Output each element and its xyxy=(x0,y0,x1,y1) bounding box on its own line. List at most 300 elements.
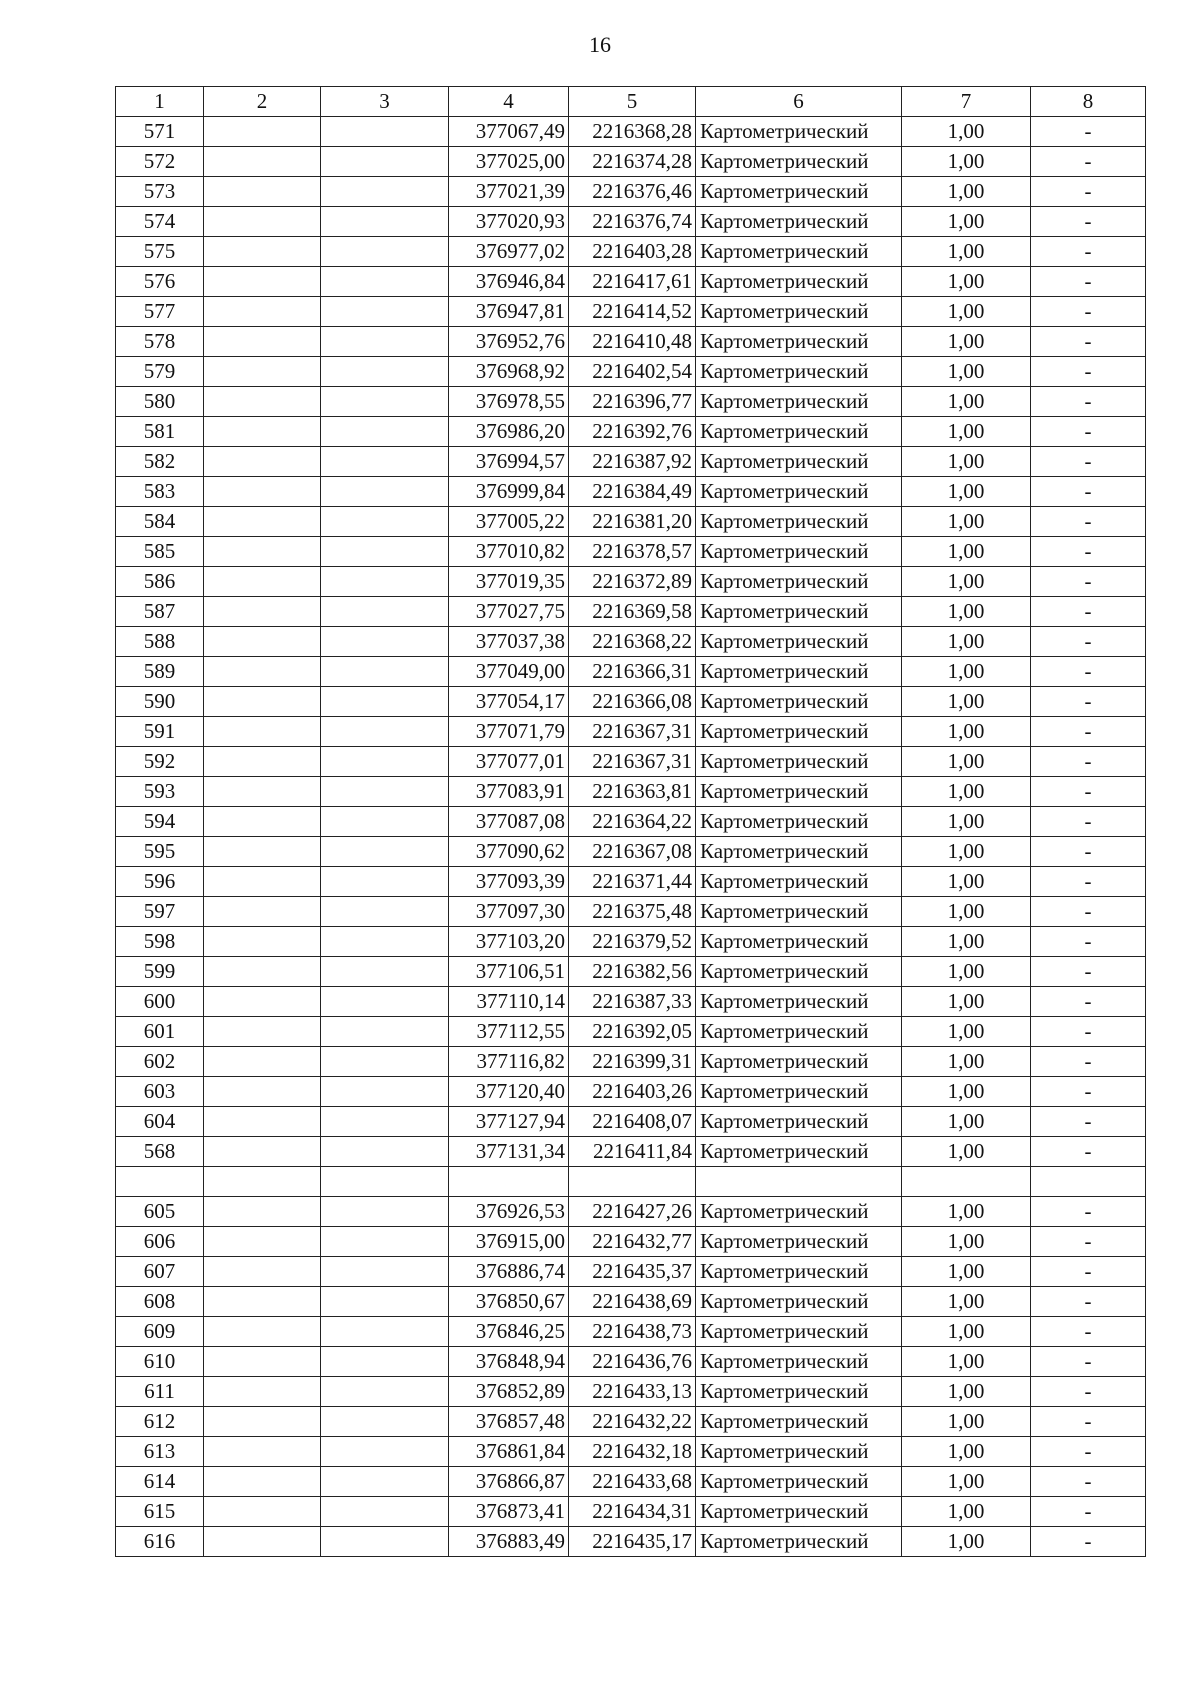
method-cell: Картометрический xyxy=(696,1527,902,1557)
table-row xyxy=(116,447,1146,477)
accuracy-cell: 1,00 xyxy=(902,1467,1031,1497)
column-8-cell: - xyxy=(1031,927,1146,957)
method-cell: Картометрический xyxy=(696,867,902,897)
x-coordinate-cell: 376861,84 xyxy=(449,1437,569,1467)
point-number-cell: 615 xyxy=(116,1497,204,1527)
column-8-cell: - xyxy=(1031,657,1146,687)
x-coordinate-cell: 376883,49 xyxy=(449,1527,569,1557)
column-2-cell xyxy=(204,627,321,657)
y-coordinate-cell: 2216402,54 xyxy=(569,357,696,387)
table-row xyxy=(116,867,1146,897)
accuracy-cell: 1,00 xyxy=(902,927,1031,957)
column-3-cell xyxy=(321,1527,449,1557)
point-number-cell: 602 xyxy=(116,1047,204,1077)
column-2-cell xyxy=(204,747,321,777)
column-8-cell: - xyxy=(1031,177,1146,207)
table-row xyxy=(116,1437,1146,1467)
column-8-cell: - xyxy=(1031,1017,1146,1047)
accuracy-cell: 1,00 xyxy=(902,1287,1031,1317)
column-8-cell: - xyxy=(1031,1137,1146,1167)
method-cell: Картометрический xyxy=(696,357,902,387)
table-row xyxy=(116,1467,1146,1497)
column-2-cell xyxy=(204,897,321,927)
column-8-cell: - xyxy=(1031,1527,1146,1557)
point-number-cell: 577 xyxy=(116,297,204,327)
method-cell: Картометрический xyxy=(696,327,902,357)
x-coordinate-cell: 376968,92 xyxy=(449,357,569,387)
column-header: 3 xyxy=(321,87,449,117)
column-2-cell xyxy=(204,1437,321,1467)
accuracy-cell: 1,00 xyxy=(902,1407,1031,1437)
column-3-cell xyxy=(321,867,449,897)
y-coordinate-cell: 2216396,77 xyxy=(569,387,696,417)
column-8-cell: - xyxy=(1031,297,1146,327)
method-cell: Картометрический xyxy=(696,117,902,147)
column-8-cell: - xyxy=(1031,747,1146,777)
column-3-cell xyxy=(321,1317,449,1347)
point-number-cell: 582 xyxy=(116,447,204,477)
column-8-cell: - xyxy=(1031,1047,1146,1077)
point-number-cell: 581 xyxy=(116,417,204,447)
table-row xyxy=(116,147,1146,177)
column-8-cell: - xyxy=(1031,267,1146,297)
point-number-cell: 596 xyxy=(116,867,204,897)
method-cell: Картометрический xyxy=(696,687,902,717)
column-2-cell xyxy=(204,1167,321,1197)
table-row xyxy=(116,957,1146,987)
x-coordinate-cell: 376946,84 xyxy=(449,267,569,297)
accuracy-cell: 1,00 xyxy=(902,567,1031,597)
method-cell: Картометрический xyxy=(696,777,902,807)
method-cell: Картометрический xyxy=(696,1107,902,1137)
accuracy-cell: 1,00 xyxy=(902,327,1031,357)
column-3-cell xyxy=(321,1107,449,1137)
column-8-cell: - xyxy=(1031,777,1146,807)
x-coordinate-cell: 376846,25 xyxy=(449,1317,569,1347)
y-coordinate-cell: 2216414,52 xyxy=(569,297,696,327)
accuracy-cell: 1,00 xyxy=(902,867,1031,897)
method-cell: Картометрический xyxy=(696,447,902,477)
column-3-cell xyxy=(321,1047,449,1077)
column-2-cell xyxy=(204,567,321,597)
method-cell: Картометрический xyxy=(696,1257,902,1287)
table-row xyxy=(116,837,1146,867)
column-8-cell: - xyxy=(1031,1227,1146,1257)
point-number-cell: 595 xyxy=(116,837,204,867)
point-number-cell: 609 xyxy=(116,1317,204,1347)
column-header: 2 xyxy=(204,87,321,117)
method-cell: Картометрический xyxy=(696,1437,902,1467)
accuracy-cell: 1,00 xyxy=(902,267,1031,297)
column-2-cell xyxy=(204,1227,321,1257)
y-coordinate-cell: 2216417,61 xyxy=(569,267,696,297)
accuracy-cell: 1,00 xyxy=(902,687,1031,717)
method-cell: Картометрический xyxy=(696,207,902,237)
accuracy-cell: 1,00 xyxy=(902,357,1031,387)
column-8-cell: - xyxy=(1031,867,1146,897)
point-number-cell: 613 xyxy=(116,1437,204,1467)
y-coordinate-cell: 2216408,07 xyxy=(569,1107,696,1137)
y-coordinate-cell: 2216375,48 xyxy=(569,897,696,927)
table-row xyxy=(116,507,1146,537)
accuracy-cell: 1,00 xyxy=(902,477,1031,507)
column-2-cell xyxy=(204,657,321,687)
method-cell: Картометрический xyxy=(696,1137,902,1167)
table-row xyxy=(116,747,1146,777)
column-3-cell xyxy=(321,657,449,687)
x-coordinate-cell: 377120,40 xyxy=(449,1077,569,1107)
x-coordinate-cell: 376947,81 xyxy=(449,297,569,327)
table-row xyxy=(116,1497,1146,1527)
accuracy-cell: 1,00 xyxy=(902,1377,1031,1407)
table-row xyxy=(116,1377,1146,1407)
method-cell: Картометрический xyxy=(696,807,902,837)
point-number-cell: 603 xyxy=(116,1077,204,1107)
method-cell: Картометрический xyxy=(696,1317,902,1347)
column-2-cell xyxy=(204,177,321,207)
method-cell: Картометрический xyxy=(696,387,902,417)
column-3-cell xyxy=(321,717,449,747)
y-coordinate-cell: 2216438,69 xyxy=(569,1287,696,1317)
accuracy-cell: 1,00 xyxy=(902,987,1031,1017)
column-2-cell xyxy=(204,1257,321,1287)
table-row xyxy=(116,1107,1146,1137)
method-cell: Картометрический xyxy=(696,987,902,1017)
method-cell: Картометрический xyxy=(696,1497,902,1527)
table-row xyxy=(116,1227,1146,1257)
table-row xyxy=(116,687,1146,717)
accuracy-cell: 1,00 xyxy=(902,1317,1031,1347)
x-coordinate-cell: 377021,39 xyxy=(449,177,569,207)
column-8-cell: - xyxy=(1031,1077,1146,1107)
accuracy-cell: 1,00 xyxy=(902,1137,1031,1167)
y-coordinate-cell: 2216410,48 xyxy=(569,327,696,357)
column-8-cell: - xyxy=(1031,567,1146,597)
y-coordinate-cell: 2216433,13 xyxy=(569,1377,696,1407)
column-8-cell: - xyxy=(1031,387,1146,417)
y-coordinate-cell: 2216432,18 xyxy=(569,1437,696,1467)
point-number-cell: 568 xyxy=(116,1137,204,1167)
y-coordinate-cell: 2216376,74 xyxy=(569,207,696,237)
column-3-cell xyxy=(321,117,449,147)
method-cell: Картометрический xyxy=(696,267,902,297)
column-2-cell xyxy=(204,1287,321,1317)
y-coordinate-cell: 2216372,89 xyxy=(569,567,696,597)
table-row xyxy=(116,117,1146,147)
column-3-cell xyxy=(321,1407,449,1437)
column-8-cell: - xyxy=(1031,807,1146,837)
point-number-cell: 614 xyxy=(116,1467,204,1497)
table-row xyxy=(116,597,1146,627)
x-coordinate-cell: 377090,62 xyxy=(449,837,569,867)
y-coordinate-cell: 2216369,58 xyxy=(569,597,696,627)
column-8-cell: - xyxy=(1031,837,1146,867)
x-coordinate-cell: 376850,67 xyxy=(449,1287,569,1317)
table-row xyxy=(116,1317,1146,1347)
y-coordinate-cell: 2216438,73 xyxy=(569,1317,696,1347)
column-3-cell xyxy=(321,537,449,567)
point-number-cell: 611 xyxy=(116,1377,204,1407)
x-coordinate-cell: 377131,34 xyxy=(449,1137,569,1167)
x-coordinate-cell: 376857,48 xyxy=(449,1407,569,1437)
column-8-cell: - xyxy=(1031,1257,1146,1287)
x-coordinate-cell: 377077,01 xyxy=(449,747,569,777)
table-row xyxy=(116,267,1146,297)
accuracy-cell: 1,00 xyxy=(902,237,1031,267)
column-2-cell xyxy=(204,1107,321,1137)
accuracy-cell: 1,00 xyxy=(902,717,1031,747)
column-2-cell xyxy=(204,1467,321,1497)
y-coordinate-cell: 2216367,31 xyxy=(569,717,696,747)
x-coordinate-cell: 376986,20 xyxy=(449,417,569,447)
column-3-cell xyxy=(321,1167,449,1197)
point-number-cell: 594 xyxy=(116,807,204,837)
column-3-cell xyxy=(321,297,449,327)
x-coordinate-cell: 377019,35 xyxy=(449,567,569,597)
x-coordinate-cell: 377020,93 xyxy=(449,207,569,237)
column-2-cell xyxy=(204,807,321,837)
accuracy-cell: 1,00 xyxy=(902,1107,1031,1137)
table-row xyxy=(116,1407,1146,1437)
x-coordinate-cell: 377106,51 xyxy=(449,957,569,987)
column-8-cell: - xyxy=(1031,417,1146,447)
accuracy-cell: 1,00 xyxy=(902,1227,1031,1257)
point-number-cell: 571 xyxy=(116,117,204,147)
accuracy-cell: 1,00 xyxy=(902,447,1031,477)
point-number-cell: 600 xyxy=(116,987,204,1017)
y-coordinate-cell: 2216366,31 xyxy=(569,657,696,687)
column-2-cell xyxy=(204,597,321,627)
column-3-cell xyxy=(321,417,449,447)
accuracy-cell: 1,00 xyxy=(902,807,1031,837)
table-row xyxy=(116,657,1146,687)
column-3-cell xyxy=(321,207,449,237)
column-2-cell xyxy=(204,117,321,147)
method-cell: Картометрический xyxy=(696,897,902,927)
column-2-cell xyxy=(204,267,321,297)
point-number-cell: 578 xyxy=(116,327,204,357)
method-cell: Картометрический xyxy=(696,237,902,267)
column-3-cell xyxy=(321,927,449,957)
column-2-cell xyxy=(204,1377,321,1407)
x-coordinate-cell: 377010,82 xyxy=(449,537,569,567)
point-number-cell: 584 xyxy=(116,507,204,537)
accuracy-cell: 1,00 xyxy=(902,177,1031,207)
column-2-cell xyxy=(204,537,321,567)
coordinates-table xyxy=(115,86,1146,1557)
table-row xyxy=(116,357,1146,387)
accuracy-cell: 1,00 xyxy=(902,1497,1031,1527)
column-8-cell: - xyxy=(1031,537,1146,567)
table-row xyxy=(116,1257,1146,1287)
accuracy-cell: 1,00 xyxy=(902,747,1031,777)
x-coordinate-cell: 376886,74 xyxy=(449,1257,569,1287)
x-coordinate-cell: 377027,75 xyxy=(449,597,569,627)
column-2-cell xyxy=(204,147,321,177)
column-2-cell xyxy=(204,867,321,897)
y-coordinate-cell: 2216368,22 xyxy=(569,627,696,657)
column-8-cell xyxy=(1031,1167,1146,1197)
method-cell: Картометрический xyxy=(696,717,902,747)
accuracy-cell: 1,00 xyxy=(902,417,1031,447)
method-cell: Картометрический xyxy=(696,1227,902,1257)
point-number-cell: 606 xyxy=(116,1227,204,1257)
point-number-cell: 573 xyxy=(116,177,204,207)
point-number-cell: 589 xyxy=(116,657,204,687)
column-2-cell xyxy=(204,477,321,507)
point-number-cell: 574 xyxy=(116,207,204,237)
column-3-cell xyxy=(321,687,449,717)
point-number-cell: 592 xyxy=(116,747,204,777)
y-coordinate-cell: 2216378,57 xyxy=(569,537,696,567)
accuracy-cell: 1,00 xyxy=(902,1437,1031,1467)
y-coordinate-cell: 2216435,17 xyxy=(569,1527,696,1557)
column-8-cell: - xyxy=(1031,237,1146,267)
method-cell: Картометрический xyxy=(696,1017,902,1047)
accuracy-cell: 1,00 xyxy=(902,297,1031,327)
method-cell: Картометрический xyxy=(696,417,902,447)
accuracy-cell: 1,00 xyxy=(902,537,1031,567)
point-number-cell: 588 xyxy=(116,627,204,657)
method-cell: Картометрический xyxy=(696,177,902,207)
column-8-cell: - xyxy=(1031,1437,1146,1467)
column-2-cell xyxy=(204,1317,321,1347)
accuracy-cell: 1,00 xyxy=(902,147,1031,177)
column-2-cell xyxy=(204,1077,321,1107)
accuracy-cell: 1,00 xyxy=(902,1017,1031,1047)
column-header: 7 xyxy=(902,87,1031,117)
table-body xyxy=(116,117,1146,1557)
column-2-cell xyxy=(204,207,321,237)
method-cell: Картометрический xyxy=(696,537,902,567)
column-3-cell xyxy=(321,357,449,387)
column-8-cell: - xyxy=(1031,597,1146,627)
column-8-cell: - xyxy=(1031,1467,1146,1497)
page-number: 16 xyxy=(589,32,611,57)
x-coordinate-cell: 377054,17 xyxy=(449,687,569,717)
table-row xyxy=(116,777,1146,807)
y-coordinate-cell: 2216392,05 xyxy=(569,1017,696,1047)
column-2-cell xyxy=(204,507,321,537)
column-2-cell xyxy=(204,1017,321,1047)
x-coordinate-cell: 376873,41 xyxy=(449,1497,569,1527)
method-cell: Картометрический xyxy=(696,1197,902,1227)
table-row xyxy=(116,1077,1146,1107)
column-8-cell: - xyxy=(1031,897,1146,927)
point-number-cell: 586 xyxy=(116,567,204,597)
method-cell: Картометрический xyxy=(696,1407,902,1437)
method-cell: Картометрический xyxy=(696,1287,902,1317)
point-number-cell: 599 xyxy=(116,957,204,987)
accuracy-cell: 1,00 xyxy=(902,897,1031,927)
accuracy-cell: 1,00 xyxy=(902,207,1031,237)
y-coordinate-cell: 2216367,08 xyxy=(569,837,696,867)
point-number-cell: 608 xyxy=(116,1287,204,1317)
method-cell: Картометрический xyxy=(696,927,902,957)
accuracy-cell: 1,00 xyxy=(902,837,1031,867)
method-cell: Картометрический xyxy=(696,627,902,657)
table-row xyxy=(116,1137,1146,1167)
column-8-cell: - xyxy=(1031,357,1146,387)
method-cell xyxy=(696,1167,902,1197)
x-coordinate-cell: 377110,14 xyxy=(449,987,569,1017)
column-3-cell xyxy=(321,267,449,297)
column-8-cell: - xyxy=(1031,1107,1146,1137)
column-header: 8 xyxy=(1031,87,1146,117)
accuracy-cell: 1,00 xyxy=(902,1197,1031,1227)
column-3-cell xyxy=(321,567,449,597)
y-coordinate-cell: 2216392,76 xyxy=(569,417,696,447)
column-2-cell xyxy=(204,957,321,987)
y-coordinate-cell: 2216363,81 xyxy=(569,777,696,807)
x-coordinate-cell: 377083,91 xyxy=(449,777,569,807)
column-3-cell xyxy=(321,987,449,1017)
column-2-cell xyxy=(204,1047,321,1077)
column-header: 4 xyxy=(449,87,569,117)
column-3-cell xyxy=(321,837,449,867)
x-coordinate-cell: 376915,00 xyxy=(449,1227,569,1257)
x-coordinate-cell: 376866,87 xyxy=(449,1467,569,1497)
method-cell: Картометрический xyxy=(696,1077,902,1107)
column-3-cell xyxy=(321,1467,449,1497)
table-row xyxy=(116,297,1146,327)
table-row xyxy=(116,627,1146,657)
point-number-cell: 605 xyxy=(116,1197,204,1227)
x-coordinate-cell: 376852,89 xyxy=(449,1377,569,1407)
table-row xyxy=(116,1047,1146,1077)
accuracy-cell: 1,00 xyxy=(902,387,1031,417)
column-3-cell xyxy=(321,1377,449,1407)
point-number-cell: 601 xyxy=(116,1017,204,1047)
table-row xyxy=(116,237,1146,267)
column-2-cell xyxy=(204,717,321,747)
y-coordinate-cell: 2216436,76 xyxy=(569,1347,696,1377)
point-number-cell: 576 xyxy=(116,267,204,297)
method-cell: Картометрический xyxy=(696,1047,902,1077)
column-2-cell xyxy=(204,1527,321,1557)
table-row xyxy=(116,177,1146,207)
x-coordinate-cell: 376848,94 xyxy=(449,1347,569,1377)
x-coordinate-cell: 377025,00 xyxy=(449,147,569,177)
column-3-cell xyxy=(321,1257,449,1287)
y-coordinate-cell: 2216399,31 xyxy=(569,1047,696,1077)
column-3-cell xyxy=(321,597,449,627)
method-cell: Картометрический xyxy=(696,747,902,777)
method-cell: Картометрический xyxy=(696,477,902,507)
column-3-cell xyxy=(321,1137,449,1167)
column-header: 5 xyxy=(569,87,696,117)
x-coordinate-cell: 376999,84 xyxy=(449,477,569,507)
point-number-cell: 590 xyxy=(116,687,204,717)
column-3-cell xyxy=(321,807,449,837)
table-row xyxy=(116,207,1146,237)
method-cell: Картометрический xyxy=(696,657,902,687)
y-coordinate-cell xyxy=(569,1167,696,1197)
y-coordinate-cell: 2216433,68 xyxy=(569,1467,696,1497)
column-2-cell xyxy=(204,447,321,477)
table-row xyxy=(116,387,1146,417)
table-row xyxy=(116,927,1146,957)
column-2-cell xyxy=(204,1497,321,1527)
column-3-cell xyxy=(321,1287,449,1317)
column-8-cell: - xyxy=(1031,477,1146,507)
accuracy-cell: 1,00 xyxy=(902,1527,1031,1557)
column-8-cell: - xyxy=(1031,507,1146,537)
x-coordinate-cell: 377005,22 xyxy=(449,507,569,537)
y-coordinate-cell: 2216387,92 xyxy=(569,447,696,477)
column-2-cell xyxy=(204,777,321,807)
y-coordinate-cell: 2216376,46 xyxy=(569,177,696,207)
